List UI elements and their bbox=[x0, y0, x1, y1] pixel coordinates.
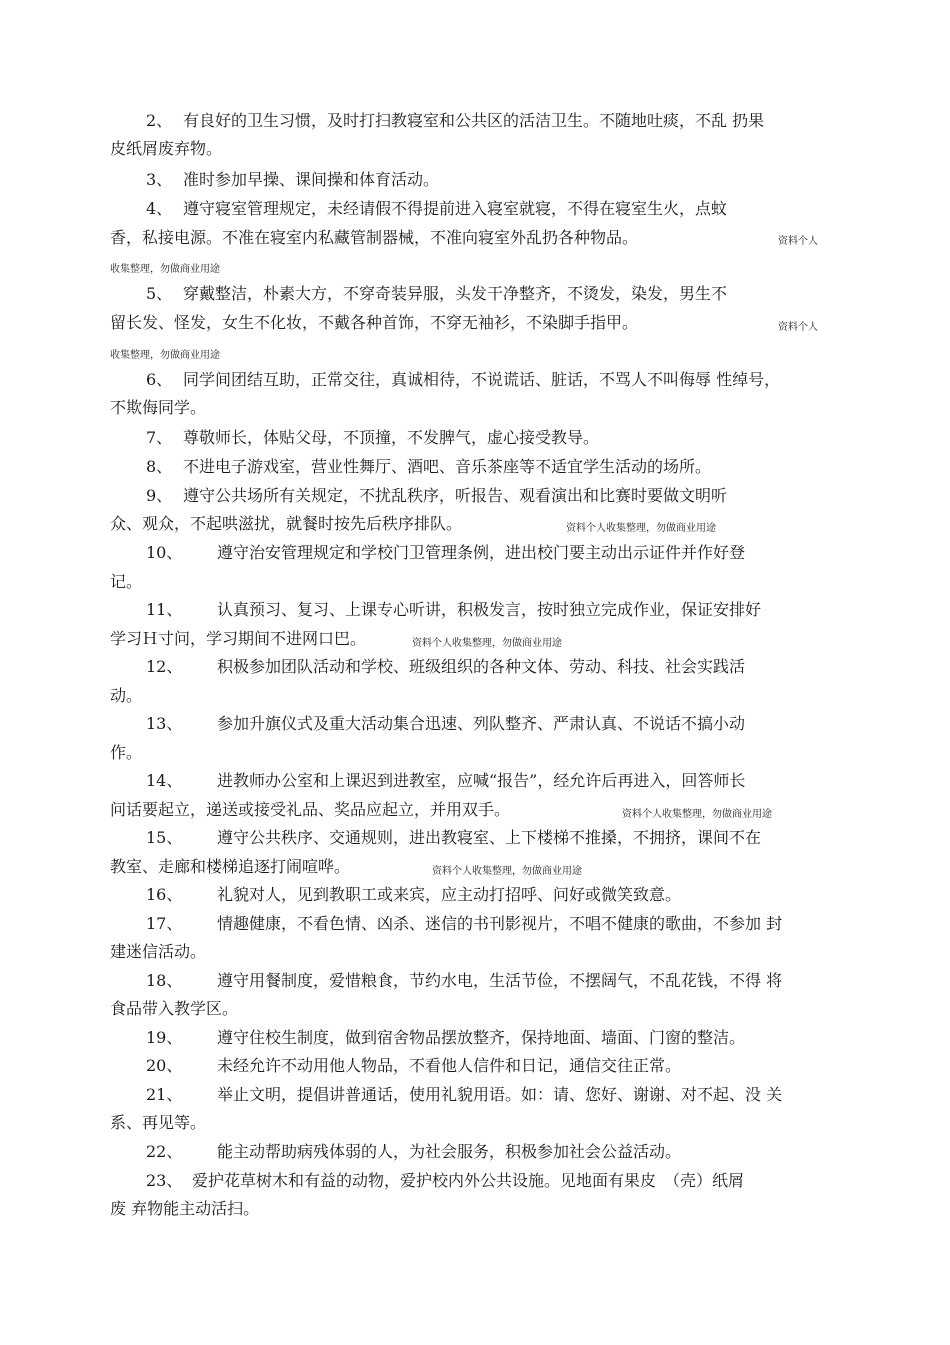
item-15-continuation: 教室、走廊和楼梯追逐打闹喧哗。 bbox=[110, 857, 351, 876]
watermark: 收集整理，勿做商业用途 bbox=[110, 264, 220, 275]
item-2-continuation: 皮纸屑废弃物。 bbox=[110, 139, 223, 158]
watermark: 资料个人收集整理，勿做商业用途 bbox=[432, 866, 582, 877]
item-12-continuation: 动。 bbox=[110, 686, 143, 705]
item-14-continuation: 问话要起立，递送或接受礼品、奖品应起立，并用双手。 bbox=[110, 800, 511, 819]
item-17-number: 17、 bbox=[146, 914, 183, 933]
item-3-text: 准时参加早操、课间操和体育活动。 bbox=[183, 170, 440, 189]
item-10-continuation: 记。 bbox=[110, 572, 143, 591]
item-8-number: 8、 bbox=[146, 457, 173, 476]
item-4-text: 遵守寝室管理规定，未经请假不得提前进入寝室就寝，不得在寝室生火，点蚊 bbox=[183, 199, 728, 218]
item-3-number: 3、 bbox=[146, 170, 173, 189]
item-9-continuation: 众、观众，不起哄滋扰，就餐时按先后秩序排队。 bbox=[110, 514, 463, 533]
item-11-continuation: 学习Ｈ寸问，学习期间不进网口巴。 bbox=[110, 629, 367, 648]
item-18-continuation: 食品带入教学区。 bbox=[110, 999, 239, 1018]
watermark: 资料个人收集整理，勿做商业用途 bbox=[566, 523, 716, 534]
item-12-number: 12、 bbox=[146, 657, 183, 676]
item-6-text: 同学间团结互助，正常交往，真诚相待，不说谎话、脏话，不骂人不叫侮辱 性绰号， bbox=[183, 370, 781, 389]
item-14-text: 进教师办公室和上课迟到进教室，应喊“报告”，经允许后再进入，回答师长 bbox=[217, 771, 746, 790]
item-18-number: 18、 bbox=[146, 971, 183, 990]
item-5-continuation: 留长发、怪发，女生不化妆，不戴各种首饰，不穿无袖衫，不染脚手指甲。 bbox=[110, 313, 639, 332]
item-5-number: 5、 bbox=[146, 284, 173, 303]
item-12-text: 积极参加团队活动和学校、班级组织的各种文体、劳动、科技、社会实践活 bbox=[217, 657, 746, 676]
item-22-number: 22、 bbox=[146, 1142, 183, 1161]
item-11-text: 认真预习、复习、上课专心听讲，积极发言，按时独立完成作业，保证安排好 bbox=[217, 600, 762, 619]
item-23-text: 爱护花草树木和有益的动物，爱护校内外公共设施。见地面有果皮 （壳）纸屑 bbox=[192, 1171, 745, 1190]
item-13-text: 参加升旗仪式及重大活动集合迅速、列队整齐、严肃认真、不说话不搞小动 bbox=[217, 714, 746, 733]
item-11-number: 11、 bbox=[146, 600, 183, 619]
watermark: 收集整理，勿做商业用途 bbox=[110, 350, 220, 361]
item-13-continuation: 作。 bbox=[110, 743, 143, 762]
item-16-number: 16、 bbox=[146, 885, 183, 904]
item-16-text: 礼貌对人，见到教职工或来宾，应主动打招呼、问好或微笑致意。 bbox=[217, 885, 682, 904]
item-10-text: 遵守治安管理规定和学校门卫管理条例，进出校门要主动出示证件并作好登 bbox=[217, 543, 746, 562]
item-4-continuation: 香，私接电源。不准在寝室内私藏管制器械，不准向寝室外乱扔各种物品。 bbox=[110, 228, 639, 247]
item-7-number: 7、 bbox=[146, 428, 173, 447]
item-23-number: 23、 bbox=[146, 1171, 183, 1190]
item-2-number: 2、 bbox=[146, 111, 173, 130]
item-13-number: 13、 bbox=[146, 714, 183, 733]
item-19-text: 遵守住校生制度，做到宿舍物品摆放整齐，保持地面、墙面、门窗的整洁。 bbox=[217, 1028, 746, 1047]
item-21-continuation: 系、再见等。 bbox=[110, 1113, 207, 1132]
watermark: 资料个人收集整理，勿做商业用途 bbox=[412, 638, 562, 649]
item-14-number: 14、 bbox=[146, 771, 183, 790]
item-15-number: 15、 bbox=[146, 828, 183, 847]
item-22-text: 能主动帮助病残体弱的人，为社会服务，积极参加社会公益活动。 bbox=[217, 1142, 682, 1161]
item-18-text: 遵守用餐制度，爱惜粮食，节约水电，生活节俭，不摆阔气，不乱花钱，不得 将 bbox=[217, 971, 783, 990]
item-6-continuation: 不欺侮同学。 bbox=[110, 398, 207, 417]
item-2-text: 有良好的卫生习惯，及时打扫教寝室和公共区的活洁卫生。不随地吐痰，不乱 扔果 bbox=[183, 111, 765, 130]
watermark: 资料个人收集整理，勿做商业用途 bbox=[622, 809, 772, 820]
item-17-continuation: 建迷信活动。 bbox=[110, 942, 207, 961]
item-6-number: 6、 bbox=[146, 370, 173, 389]
item-7-text: 尊敬师长，体贴父母，不顶撞，不发脾气，虚心接受教导。 bbox=[183, 428, 600, 447]
item-19-number: 19、 bbox=[146, 1028, 183, 1047]
item-21-number: 21、 bbox=[146, 1085, 183, 1104]
item-8-text: 不进电子游戏室，营业性舞厅、酒吧、音乐茶座等不适宜学生活动的场所。 bbox=[183, 457, 712, 476]
watermark: 资料个人 bbox=[778, 322, 818, 333]
item-10-number: 10、 bbox=[146, 543, 183, 562]
item-15-text: 遵守公共秩序、交通规则，进出教寝室、上下楼梯不推搡，不拥挤，课间不在 bbox=[217, 828, 762, 847]
item-9-number: 9、 bbox=[146, 486, 173, 505]
item-4-number: 4、 bbox=[146, 199, 173, 218]
item-9-text: 遵守公共场所有关规定，不扰乱秩序，听报告、观看演出和比赛时要做文明听 bbox=[183, 486, 728, 505]
watermark: 资料个人 bbox=[778, 236, 818, 247]
item-17-text: 情趣健康，不看色情、凶杀、迷信的书刊影视片，不唱不健康的歌曲，不参加 封 bbox=[217, 914, 783, 933]
item-20-number: 20、 bbox=[146, 1056, 183, 1075]
item-21-text: 举止文明，提倡讲普通话，使用礼貌用语。如：请、您好、谢谢、对不起、没 关 bbox=[217, 1085, 783, 1104]
item-5-text: 穿戴整洁，朴素大方，不穿奇装异服，头发干净整齐，不烫发，染发，男生不 bbox=[183, 284, 728, 303]
item-20-text: 未经允许不动用他人物品，不看他人信件和日记，通信交往正常。 bbox=[217, 1056, 682, 1075]
item-23-continuation: 废 弃物能主动活扫。 bbox=[110, 1199, 260, 1218]
